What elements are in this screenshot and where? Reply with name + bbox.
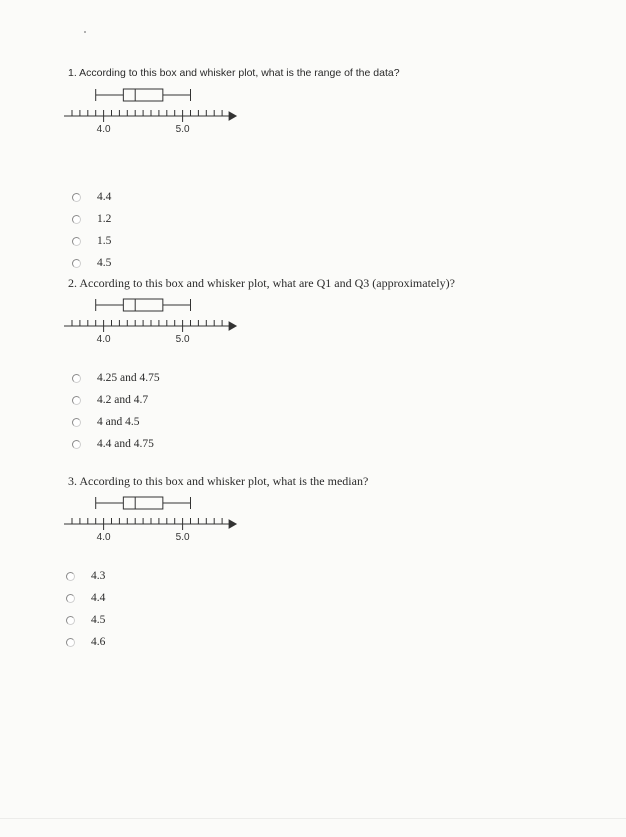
choice-1b[interactable]	[68, 208, 588, 230]
radio-button[interactable]	[66, 638, 75, 647]
box-plot-1	[64, 86, 254, 142]
tick-label: 4.0	[96, 124, 111, 135]
question-1-text: 1. According to this box and whisker plot, what is the range of the data?	[68, 67, 400, 79]
choice-2a[interactable]	[68, 367, 588, 389]
choice-3c[interactable]	[62, 609, 588, 631]
radio-button[interactable]	[72, 418, 81, 427]
choice-label: 4.6	[91, 636, 106, 648]
iqr-box	[123, 299, 163, 311]
radio-button[interactable]	[72, 259, 81, 268]
radio-button[interactable]	[72, 396, 81, 405]
answer-choices-1	[68, 186, 588, 274]
choice-label: 4.3	[91, 570, 106, 582]
box-plot-2	[64, 296, 254, 352]
answer-choices-2	[68, 367, 588, 455]
choice-3d[interactable]	[62, 631, 588, 653]
choice-2d[interactable]	[68, 433, 588, 455]
choice-label: 4.2 and 4.7	[97, 394, 149, 406]
answer-choices-3	[62, 565, 588, 653]
iqr-box	[123, 497, 163, 509]
radio-button[interactable]	[66, 594, 75, 603]
tick-label: 5.0	[175, 334, 190, 345]
question-3-text: 3. According to this box and whisker plot, what is the median?	[68, 474, 369, 488]
axis-arrow	[229, 520, 236, 528]
choice-2c[interactable]	[68, 411, 588, 433]
choice-2b[interactable]	[68, 389, 588, 411]
axis-arrow	[229, 322, 236, 330]
tick-label: 4.0	[96, 334, 111, 345]
box-plot-3	[64, 494, 254, 550]
radio-button[interactable]	[72, 237, 81, 246]
scan-speck	[84, 31, 86, 33]
choice-label: 4.4	[97, 191, 112, 203]
choice-label: 4.4	[91, 592, 106, 604]
radio-button[interactable]	[72, 440, 81, 449]
radio-button[interactable]	[72, 374, 81, 383]
choice-label: 1.5	[97, 235, 112, 247]
choice-3a[interactable]	[62, 565, 588, 587]
choice-1d[interactable]	[68, 252, 588, 274]
axis-arrow	[229, 112, 236, 120]
choice-1c[interactable]	[68, 230, 588, 252]
question-2	[68, 276, 588, 455]
choice-label: 1.2	[97, 213, 112, 225]
choice-label: 4.4 and 4.75	[97, 438, 154, 450]
question-1	[68, 66, 588, 274]
choice-label: 4.5	[91, 614, 106, 626]
question-3	[68, 474, 588, 653]
radio-button[interactable]	[72, 193, 81, 202]
radio-button[interactable]	[66, 616, 75, 625]
iqr-box	[123, 89, 163, 101]
choice-label: 4.5	[97, 257, 112, 269]
tick-label: 4.0	[96, 532, 111, 543]
choice-label: 4 and 4.5	[97, 416, 140, 428]
choice-label: 4.25 and 4.75	[97, 372, 160, 384]
radio-button[interactable]	[66, 572, 75, 581]
choice-1a[interactable]	[68, 186, 588, 208]
scan-edge-line	[0, 818, 626, 819]
tick-label: 5.0	[175, 532, 190, 543]
question-2-text: 2. According to this box and whisker plot, what are Q1 and Q3 (approximately)?	[68, 276, 455, 290]
tick-label: 5.0	[175, 124, 190, 135]
radio-button[interactable]	[72, 215, 81, 224]
choice-3b[interactable]	[62, 587, 588, 609]
